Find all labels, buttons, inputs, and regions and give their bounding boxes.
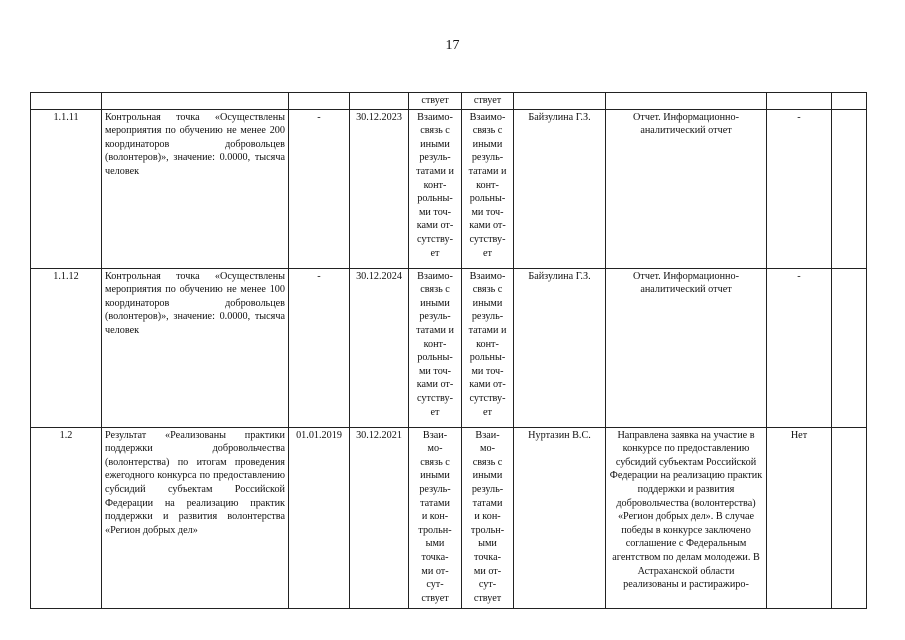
cell-line: ми от- bbox=[473, 565, 502, 577]
cell-line: иными bbox=[472, 297, 503, 309]
cell-line: связь с bbox=[472, 284, 503, 296]
cell-num: 1.2 bbox=[31, 427, 102, 608]
cell-extra bbox=[832, 93, 867, 110]
table-row bbox=[31, 427, 867, 608]
cell-start: - bbox=[289, 109, 350, 268]
cell-line: татами bbox=[472, 497, 503, 509]
cell-line: Взаимо- bbox=[469, 270, 506, 282]
cell-line: ствует bbox=[421, 592, 449, 604]
cell-line: сутству- bbox=[417, 392, 453, 404]
cell-line: Взаимо- bbox=[417, 270, 453, 282]
cell-extra bbox=[832, 268, 867, 427]
cell-line: резуль- bbox=[419, 152, 451, 164]
cell-line: резуль- bbox=[419, 483, 451, 495]
cell-line: конт- bbox=[476, 338, 499, 350]
cell-status: - bbox=[767, 268, 832, 427]
cell-relation-b bbox=[462, 427, 514, 608]
cell-status: - bbox=[767, 109, 832, 268]
cell-responsible: Нуртазин В.С. bbox=[514, 427, 606, 608]
cell-line: Взаи- bbox=[475, 429, 500, 441]
cell-line: ствует bbox=[473, 592, 502, 604]
cell-line: рольны- bbox=[469, 193, 506, 205]
cell-line: Взаимо- bbox=[417, 111, 453, 123]
cell-line: резуль- bbox=[471, 483, 504, 495]
cell-line: иными bbox=[420, 138, 450, 150]
cell-line: ет bbox=[430, 406, 440, 418]
cell-line: иными bbox=[472, 470, 503, 482]
cell-extra bbox=[832, 427, 867, 608]
cell-line: резуль- bbox=[471, 311, 504, 323]
cell-line: точка- bbox=[421, 551, 449, 563]
cell-line: конт- bbox=[476, 179, 499, 191]
cell-line: ками от- bbox=[416, 379, 454, 391]
cell-line: связь с bbox=[420, 125, 450, 137]
cell-line: ками от- bbox=[469, 220, 506, 232]
cell-relation-a bbox=[409, 268, 462, 427]
cell-num: 1.1.12 bbox=[31, 268, 102, 427]
cell-line: иными bbox=[420, 297, 450, 309]
cell-num bbox=[31, 93, 102, 110]
cell-line: ми от- bbox=[421, 565, 449, 577]
events-table bbox=[30, 92, 867, 609]
table-row bbox=[31, 268, 867, 427]
cell-line: связь с bbox=[472, 456, 503, 468]
cell-relation-b bbox=[462, 268, 514, 427]
cell-desc: Контрольная точка «Осуществлены мероприятия по обучению не менее 100 координаторов добровольцев (волонтеров)», значение: 0.0000, тысяча человек bbox=[102, 268, 289, 427]
cell-line: точка- bbox=[474, 551, 501, 563]
cell-line: ками от- bbox=[469, 379, 506, 391]
cell-line: и кон- bbox=[421, 511, 449, 523]
cell-line: сут- bbox=[478, 579, 497, 591]
cell-line: мо- bbox=[427, 443, 443, 455]
cell-line: ет bbox=[483, 247, 492, 259]
cell-line: сутству- bbox=[417, 233, 453, 245]
cell-line: резуль- bbox=[419, 311, 451, 323]
cell-line: связь с bbox=[420, 456, 450, 468]
cell-desc: Результат «Реализованы практики поддержки добровольчества (волонтерства) по итогам проведения ежегодного конкурса по предоставлению субсидий субъектам Российской Федерации на реализацию практик поддержки и развития волонтерства «Регион добрых дел» bbox=[102, 427, 289, 608]
page-number: 17 bbox=[445, 38, 460, 53]
cell-line: татами и bbox=[416, 324, 454, 336]
cell-line: ками от- bbox=[416, 220, 454, 232]
cell-line: ет bbox=[483, 406, 492, 418]
cell-line: и кон- bbox=[474, 511, 501, 523]
cell-line: ыми bbox=[478, 538, 497, 550]
cell-line: сутству- bbox=[469, 233, 506, 245]
cell-end: 30.12.2024 bbox=[350, 268, 409, 427]
cell-line: конт- bbox=[423, 179, 447, 191]
cell-responsible: Байзулина Г.З. bbox=[514, 268, 606, 427]
cell-desc: Контрольная точка «Осуществлены мероприятия по обучению не менее 200 координаторов добровольцев (волонтеров)», значение: 0.0000, тысяча человек bbox=[102, 109, 289, 268]
cell-result: Отчет. Информационно-аналитический отчет bbox=[606, 109, 767, 268]
cell-extra bbox=[832, 109, 867, 268]
cell-line: ыми bbox=[425, 538, 445, 550]
cell-line: Взаи- bbox=[422, 429, 448, 441]
cell-line: татами bbox=[420, 497, 450, 509]
cell-result bbox=[606, 93, 767, 110]
cell-line: ми точ- bbox=[418, 206, 452, 218]
cell-start: 01.01.2019 bbox=[289, 427, 350, 608]
cell-line: конт- bbox=[423, 338, 447, 350]
cell-line: иными bbox=[420, 470, 450, 482]
cell-line: связь с bbox=[472, 125, 503, 137]
cell-line: ми точ- bbox=[418, 365, 452, 377]
cell-line: трольн- bbox=[470, 524, 505, 536]
cell-status bbox=[767, 93, 832, 110]
cell-num: 1.1.11 bbox=[31, 109, 102, 268]
cell-line: мо- bbox=[480, 443, 495, 455]
cell-line: татами и bbox=[416, 165, 454, 177]
cell-line: резуль- bbox=[471, 152, 504, 164]
cell-responsible: Байзулина Г.З. bbox=[514, 109, 606, 268]
cell-relation-a bbox=[409, 427, 462, 608]
cell-relation-b: ствует bbox=[462, 93, 514, 110]
cell-relation-a bbox=[409, 109, 462, 268]
cell-line: сут- bbox=[426, 579, 444, 591]
cell-line: ми точ- bbox=[471, 365, 504, 377]
table-row bbox=[31, 109, 867, 268]
cell-result: Отчет. Информационно-аналитический отчет bbox=[606, 268, 767, 427]
cell-line: ет bbox=[430, 247, 440, 259]
cell-start: - bbox=[289, 268, 350, 427]
cell-line: трольн- bbox=[418, 524, 452, 536]
cell-line: сутству- bbox=[469, 392, 506, 404]
cell-end: 30.12.2023 bbox=[350, 109, 409, 268]
cell-line: рольны- bbox=[417, 352, 453, 364]
table-row-continuation bbox=[31, 93, 867, 110]
cell-relation-b bbox=[462, 109, 514, 268]
cell-desc bbox=[102, 93, 289, 110]
cell-result: Направлена заявка на участие в конкурсе по предоставлению субсидий субъектам Российской Федерации на реализацию практик поддержки и развития добровольчества (волонтерства) «Регион добрых дел». В случае победы в конкурсе заключено соглашение с Федеральным агентством по делам молодежи. В Астраханской области реализованы и растиражиро- bbox=[606, 427, 767, 608]
cell-relation-a: ствует bbox=[409, 93, 462, 110]
cell-line: татами и bbox=[468, 165, 507, 177]
cell-responsible bbox=[514, 93, 606, 110]
cell-line: рольны- bbox=[469, 352, 506, 364]
cell-line: иными bbox=[472, 138, 503, 150]
cell-end bbox=[350, 93, 409, 110]
cell-line: рольны- bbox=[417, 193, 453, 205]
cell-end: 30.12.2021 bbox=[350, 427, 409, 608]
cell-start bbox=[289, 93, 350, 110]
cell-line: Взаимо- bbox=[469, 111, 506, 123]
cell-line: связь с bbox=[420, 284, 450, 296]
cell-status: Нет bbox=[767, 427, 832, 608]
cell-line: ми точ- bbox=[471, 206, 504, 218]
cell-line: татами и bbox=[468, 324, 507, 336]
